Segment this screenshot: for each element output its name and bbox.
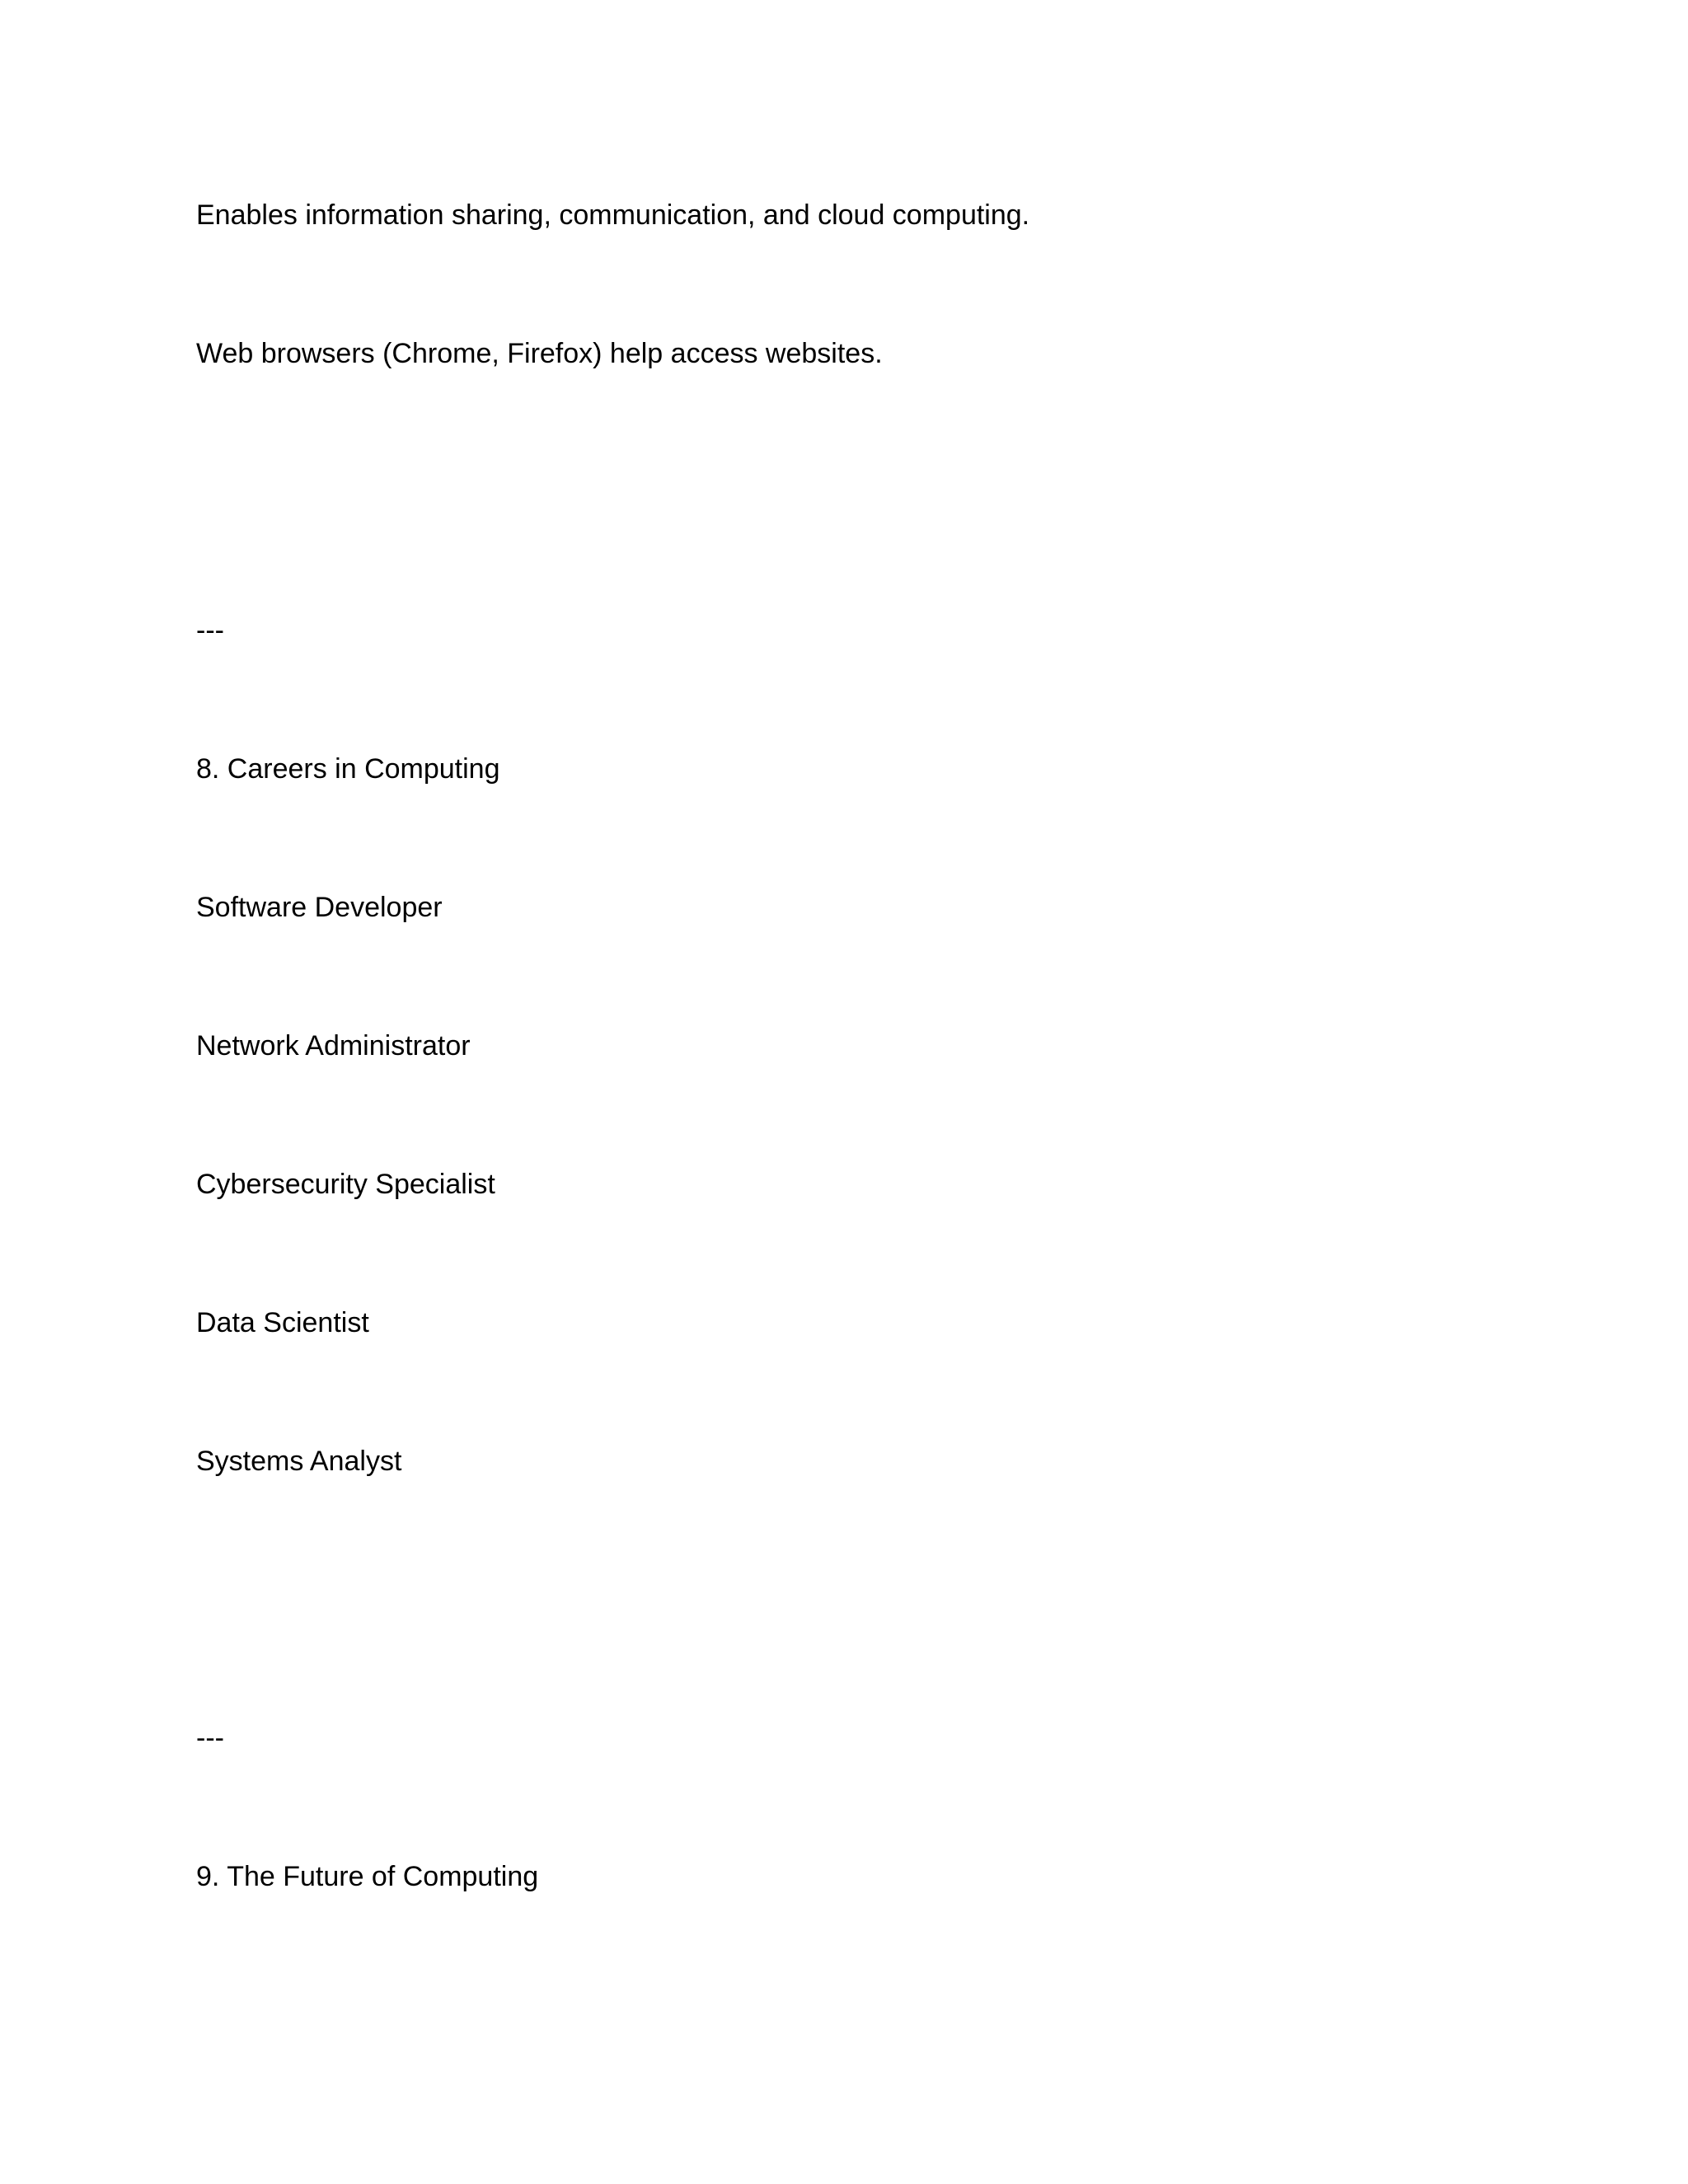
career-item-data-scientist: Data Scientist <box>196 1307 369 1338</box>
career-item-software-developer: Software Developer <box>196 892 443 923</box>
career-item-cybersecurity-specialist: Cybersecurity Specialist <box>196 1169 495 1200</box>
section-divider: --- <box>196 615 224 646</box>
paragraph-internet-uses: Enables information sharing, communication, and cloud computing. <box>196 199 1030 231</box>
career-item-systems-analyst: Systems Analyst <box>196 1446 402 1477</box>
heading-careers-in-computing: 8. Careers in Computing <box>196 753 500 785</box>
heading-future-of-computing: 9. The Future of Computing <box>196 1861 539 1892</box>
section-divider: --- <box>196 1722 224 1754</box>
paragraph-web-browsers: Web browsers (Chrome, Firefox) help access websites. <box>196 338 883 369</box>
career-item-network-administrator: Network Administrator <box>196 1030 471 1062</box>
